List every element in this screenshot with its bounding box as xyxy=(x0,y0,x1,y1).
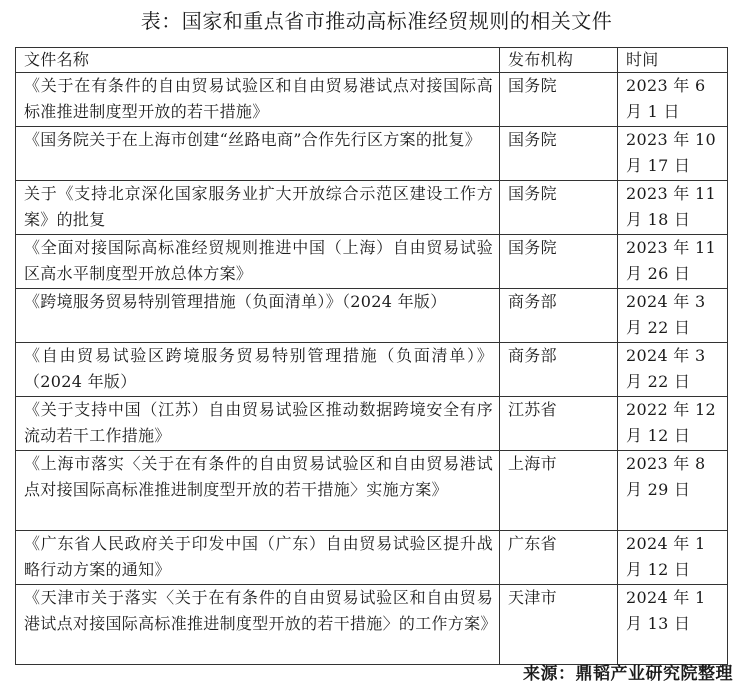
table-row xyxy=(16,73,728,127)
date-cell: 2024 年 1 月 12 日 xyxy=(618,531,728,585)
date-cell: 2024 年 3 月 22 日 xyxy=(618,289,728,343)
date-cell: 2023 年 8 月 29 日 xyxy=(618,451,728,531)
document-name-cell: 《跨境服务贸易特别管理措施（负面清单）》（2024 年版） xyxy=(16,289,500,343)
table-row xyxy=(16,451,728,531)
date-cell: 2023 年 11 月 18 日 xyxy=(618,181,728,235)
header-date: 时间 xyxy=(618,48,728,73)
table-row xyxy=(16,397,728,451)
table-row xyxy=(16,235,728,289)
issuer-cell: 国务院 xyxy=(500,127,618,181)
table-row xyxy=(16,289,728,343)
table-row xyxy=(16,585,728,665)
date-cell: 2023 年 6 月 1 日 xyxy=(618,73,728,127)
header-issuer: 发布机构 xyxy=(500,48,618,73)
table-row xyxy=(16,343,728,397)
date-cell: 2023 年 11 月 26 日 xyxy=(618,235,728,289)
issuer-cell: 国务院 xyxy=(500,73,618,127)
issuer-cell: 天津市 xyxy=(500,585,618,665)
date-cell: 2022 年 12 月 12 日 xyxy=(618,397,728,451)
issuer-cell: 江苏省 xyxy=(500,397,618,451)
document-name-cell: 《国务院关于在上海市创建“丝路电商”合作先行区方案的批复》 xyxy=(16,127,500,181)
issuer-cell: 国务院 xyxy=(500,181,618,235)
issuer-cell: 商务部 xyxy=(500,343,618,397)
document-name-cell: 关于《支持北京深化国家服务业扩大开放综合示范区建设工作方案》的批复 xyxy=(16,181,500,235)
document-name-cell: 《自由贸易试验区跨境服务贸易特别管理措施（负面清单）》（2024 年版） xyxy=(16,343,500,397)
date-cell: 2024 年 1 月 13 日 xyxy=(618,585,728,665)
issuer-cell: 广东省 xyxy=(500,531,618,585)
table-row xyxy=(16,127,728,181)
document-name-cell: 《上海市落实〈关于在有条件的自由贸易试验区和自由贸易港试点对接国际高标准推进制度型开放的若干措施〉实施方案》 xyxy=(16,451,500,531)
table-title: 表：国家和重点省市推动高标准经贸规则的相关文件 xyxy=(140,9,613,33)
header-document-name: 文件名称 xyxy=(16,48,500,73)
table-row xyxy=(16,531,728,585)
source-note: 来源：鼎韬产业研究院整理 xyxy=(523,664,733,684)
issuer-cell: 上海市 xyxy=(500,451,618,531)
date-cell: 2023 年 10 月 17 日 xyxy=(618,127,728,181)
document-name-cell: 《广东省人民政府关于印发中国（广东）自由贸易试验区提升战略行动方案的通知》 xyxy=(16,531,500,585)
document-name-cell: 《关于在有条件的自由贸易试验区和自由贸易港试点对接国际高标准推进制度型开放的若干措施》 xyxy=(16,73,500,127)
document-name-cell: 《全面对接国际高标准经贸规则推进中国（上海）自由贸易试验区高水平制度型开放总体方案》 xyxy=(16,235,500,289)
document-name-cell: 《关于支持中国（江苏）自由贸易试验区推动数据跨境安全有序流动若干工作措施》 xyxy=(16,397,500,451)
issuer-cell: 商务部 xyxy=(500,289,618,343)
issuer-cell: 国务院 xyxy=(500,235,618,289)
table-header-row xyxy=(16,48,728,73)
document-name-cell: 《天津市关于落实〈关于在有条件的自由贸易试验区和自由贸易港试点对接国际高标准推进制度型开放的若干措施〉的工作方案》 xyxy=(16,585,500,665)
table-row xyxy=(16,181,728,235)
documents-table xyxy=(15,47,728,665)
date-cell: 2024 年 3 月 22 日 xyxy=(618,343,728,397)
